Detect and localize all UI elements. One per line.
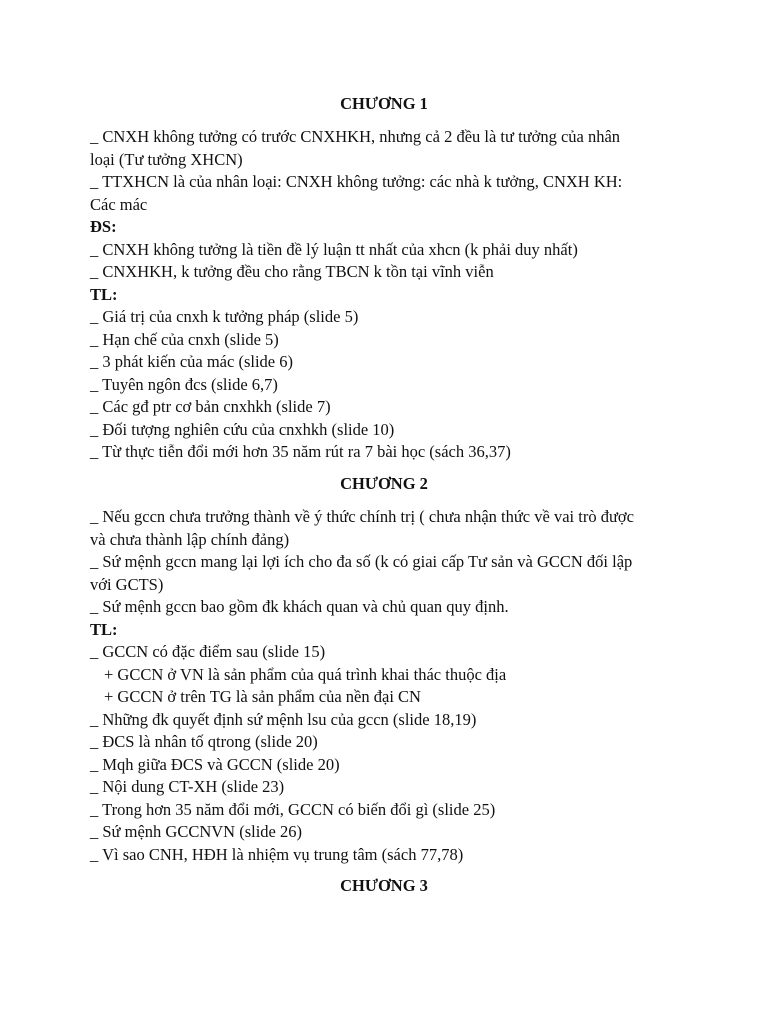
section-label-tl: TL: [90, 284, 118, 304]
text-line: _ Từ thực tiễn đổi mới hơn 35 năm rút ra 7 bài học (sách 36,37) [90, 442, 511, 461]
text-line: _ Trong hơn 35 năm đổi mới, GCCN có biến đổi gì (slide 25) [90, 799, 496, 819]
text-line: _ Sứ mệnh gccn mang lại lợi ích cho đa số (k có giai cấp Tư sản và GCCN đối lập [90, 552, 633, 571]
chapter-3-title: CHƯƠNG 3 [340, 876, 428, 895]
text-line: _ Nếu gccn chưa trưởng thành về ý thức chính trị ( chưa nhận thức về vai trò được [90, 507, 634, 526]
text-line: và chưa thành lập chính đảng) [90, 529, 290, 549]
text-line: _ Sứ mệnh gccn bao gồm đk khách quan và chủ quan quy định. [90, 597, 509, 616]
text-line: _ Mqh giữa ĐCS và GCCN (slide 20) [90, 754, 340, 774]
text-line: _ GCCN có đặc điểm sau (slide 15) [90, 642, 326, 661]
text-line: với GCTS) [90, 574, 164, 594]
text-line: _ CNXH không tưởng có trước CNXHKH, nhưng cả 2 đều là tư tưởng của nhân [90, 127, 621, 146]
text-line: _ Giá trị của cnxh k tưởng pháp (slide 5) [90, 307, 359, 326]
sub-item-line: + GCCN ở VN là sản phẩm của quá trình khai thác thuộc địa [104, 664, 507, 684]
chapter-2-body [90, 506, 690, 866]
section-label-ds: ĐS: [90, 217, 117, 236]
text-line: _ Đối tượng nghiên cứu của cnxhkh (slide 10) [90, 419, 395, 439]
section-label-tl: TL: [90, 619, 118, 639]
chapter-1-title: CHƯƠNG 1 [340, 94, 428, 113]
text-line: _ Các gđ ptr cơ bản cnxhkh (slide 7) [90, 397, 331, 416]
text-line: loại (Tư tưởng XHCN) [90, 149, 243, 169]
sub-item-line: + GCCN ở trên TG là sản phẩm của nền đại CN [104, 687, 421, 706]
text-line: _ TTXHCN là của nhân loại: CNXH không tưởng: các nhà k tưởng, CNXH KH: [90, 172, 623, 191]
text-line: _ Nội dung CT-XH (slide 23) [90, 777, 285, 796]
text-line: _ Hạn chế của cnxh (slide 5) [90, 329, 279, 349]
text-line: _ CNXHKH, k tưởng đều cho rằng TBCN k tồn tại vĩnh viễn [90, 262, 494, 281]
text-line: _ CNXH không tưởng là tiền đề lý luận tt nhất của xhcn (k phải duy nhất) [90, 239, 578, 259]
chapter-1-body [90, 126, 690, 464]
text-line: Các mác [90, 194, 148, 214]
text-line: _ ĐCS là nhân tố qtrong (slide 20) [90, 732, 318, 751]
text-line: _ Sứ mệnh GCCNVN (slide 26) [90, 822, 302, 841]
text-line: _ Tuyên ngôn đcs (slide 6,7) [90, 374, 278, 394]
chapter-2-title: CHƯƠNG 2 [340, 474, 428, 493]
text-line: _ Vì sao CNH, HĐH là nhiệm vụ trung tâm (sách 77,78) [90, 844, 464, 864]
text-line: _ 3 phát kiến của mác (slide 6) [90, 352, 293, 371]
text-line: _ Những đk quyết định sứ mệnh lsu của gccn (slide 18,19) [90, 709, 477, 729]
